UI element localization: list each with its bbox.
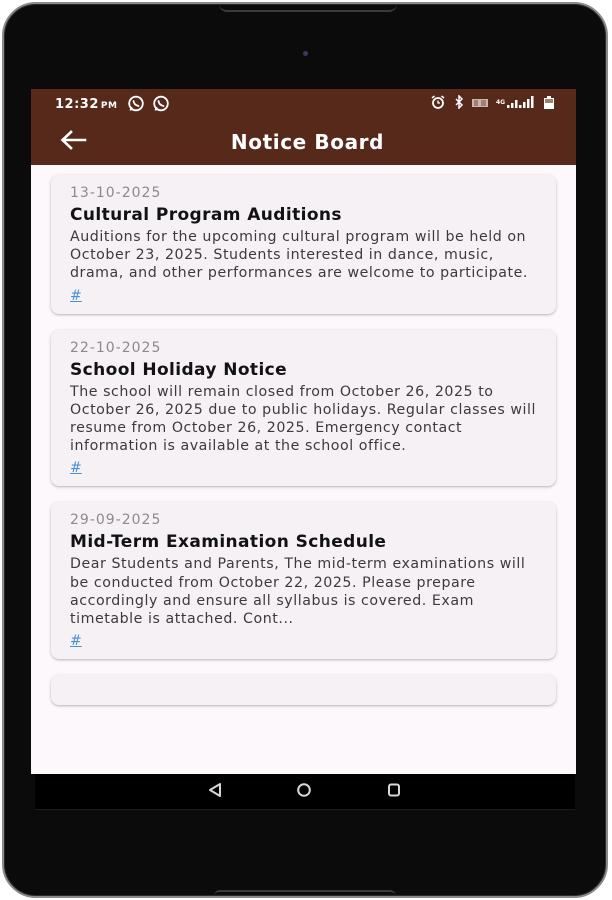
back-triangle-icon [208,782,222,802]
svg-text:4G: 4G [496,99,506,106]
notice-date: 29-09-2025 [70,512,162,529]
back-button[interactable] [57,129,89,155]
notice-attachment-link[interactable]: # [70,460,82,477]
arrow-left-icon [59,130,87,154]
recents-square-icon [386,782,402,802]
top-notch [219,4,397,12]
notice-body: The school will remain closed from October 26, 2025 to October 26, 2025 due to public holidays. Regular classes will resume from October 26, 2025. Emergency contact information is available at the school office. [70,383,536,455]
volte-icon [472,97,488,112]
notice-title: School Holiday Notice [70,359,288,380]
notice-card-partial[interactable] [51,675,556,705]
status-bar [31,89,576,119]
status-time: 12:32 PM [55,96,118,112]
home-circle-icon [296,782,312,802]
notice-body: Auditions for the upcoming cultural program will be held on October 23, 2025. Students interested in dance, music, drama, and other performances are welcome to participate. [70,229,528,282]
app-screen [31,89,576,774]
notice-title: Cultural Program Auditions [70,205,342,225]
notice-date: 13-10-2025 [70,185,162,201]
notice-title: Mid-Term Examination Schedule [70,532,387,553]
notice-card[interactable] [51,502,556,659]
battery-icon [544,96,554,113]
nav-home-button[interactable] [295,783,313,801]
bluetooth-icon [454,95,464,113]
notice-list[interactable] [31,165,576,705]
notice-card[interactable] [51,175,556,314]
app-bar [31,119,576,165]
system-nav-bar [35,774,575,810]
nav-recents-button[interactable] [385,783,403,801]
notice-attachment-link[interactable]: # [70,633,82,650]
notice-body: Dear Students and Parents, The mid-term examinations will be conducted from October 22, 2025. Please prepare accordingly and ensure all syllabus is covered. Exam timetable is attached. Cont... [70,556,526,628]
notice-attachment-link[interactable]: # [70,287,82,304]
alarm-icon [430,95,446,113]
bottom-notch [214,890,396,896]
whatsapp-icon [127,95,145,113]
notice-card[interactable] [51,330,556,487]
notice-date: 22-10-2025 [70,339,162,356]
signal-icon [496,96,536,112]
front-camera [303,51,308,56]
page-title: Notice Board [230,130,385,154]
whatsapp-icon [152,95,170,113]
nav-back-button[interactable] [206,783,224,801]
